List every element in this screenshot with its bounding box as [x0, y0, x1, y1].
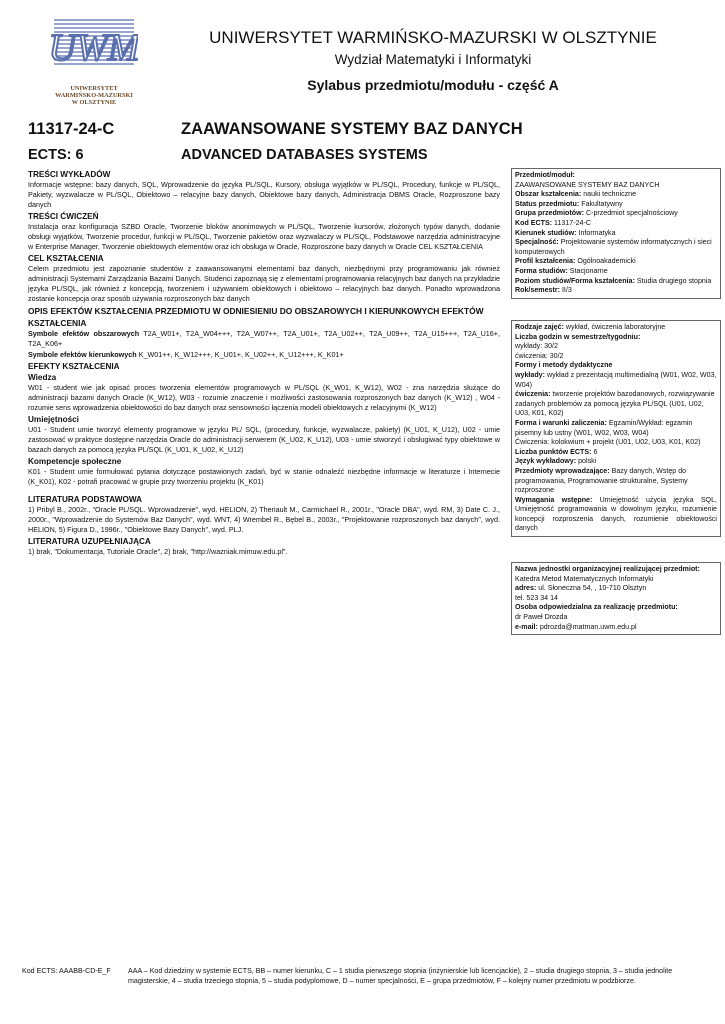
address-value: ul. Słoneczna 54, , 10-710 Olsztyn: [538, 584, 647, 593]
outcomes-heading: EFEKTY KSZTAŁCENIA: [28, 362, 120, 371]
lectures-heading: TREŚCI WYKŁADÓW: [28, 170, 111, 179]
lit-basic-heading: LITERATURA PODSTAWOWA: [28, 495, 143, 504]
ects-code-value: 11317-24-C: [554, 218, 591, 227]
goal-text: Celem przedmiotu jest zapoznanie studentów z zaawansowanymi elementami baz danych, niezbędnymi przy programowaniu jak również administracji Systemami Zarządzania Bazami Danych. Studenci zapoznają się z elementami programowania relacyjnych baz danych na przykładzie języka PL/SQL, jak również z koncepcją, tworzeniem i używaniem obiektowych i obiektowo – relacyjnych baz danych. Ponadto wprowadzona zostanie koncepcja oraz sposób używania rozproszonych baz danych: [28, 264, 500, 303]
area-value: nauki techniczne: [583, 190, 637, 199]
level-label: Poziom studiów/Forma kształcenia:: [515, 276, 635, 285]
spec-value: Projektowanie systemów informatycznych i sieci komputerowych: [515, 238, 712, 256]
uwm-logo-icon: [50, 14, 138, 76]
credit-head: Egzamin/Wykład:: [608, 418, 664, 427]
svg-text:UWM: UWM: [50, 27, 138, 69]
methods-lecture-label: wykłady:: [515, 370, 545, 379]
knowledge-heading: Wiedza: [28, 373, 57, 382]
university-logo: [50, 14, 138, 120]
knowledge-text: W01 - student wie jak opisać proces tworzenia elementów programowych w PL/SQL (K_W01, K_W12), W02 - zna narzędzia służące do administracji bazami danych Oracle (K_W12), W03 - rozumie znaczenie i możliwości zastosowania rozproszonych baz danych (K_W12) , W04 - rozumie sens wprowadzenia obiektowości do baz danych oraz sensowności łączenia modeli obiektowych z relacyjnymi (K_W12): [28, 383, 500, 412]
field-label: Kierunek studiów:: [515, 228, 577, 237]
profile-label: Profil kształcenia:: [515, 257, 576, 266]
credit-label: Forma i warunki zaliczenia:: [515, 418, 607, 427]
email-label: e-mail:: [515, 622, 538, 631]
university-name: UNIWERSYTET WARMIŃSKO-MAZURSKI W OLSZTYNIE: [209, 28, 657, 47]
field-value: Informatyka: [578, 228, 616, 237]
ects-points-value: 6: [593, 447, 598, 456]
field-symbols-values: K_W01++, K_W12+++, K_U01+, K_U02++, K_U12+++, K_K01+: [138, 350, 344, 359]
person-label: Osoba odpowiedzialna za realizację przedmiotu:: [515, 603, 678, 612]
field-symbols-label: Symbole efektów kierunkowych: [28, 350, 137, 359]
methods-exercise-label: ćwiczenia:: [515, 390, 551, 399]
requirements-value: Umiejętność użycia języka SQL, Umiejętność programowania w dowolnym języku, rozumienie koncepcji rozproszenia danych, rozumienie obiektowości danych: [515, 495, 717, 533]
exercises-text: Instalacja oraz konfiguracja SZBD Oracle, Tworzenie bloków anonimowych w PL/SQL, Tworzenie kursorów, złożonych typów danych, dodanie obsługi wyjątków, Tworzenie procedur, funkcji w PL/SQL, Tworzenie pakietów oraz wyzwalaczy w PL/SQL, Podstawowe narzędzia administracyjne w Enterprise Manager, Tworzenie obiektowych elementów oraz ich obsługa w Oracle, Rozproszone bazy danych w Oracle CEL KSZTAŁCENIA: [28, 222, 500, 251]
prereq-value: Bazy danych, Wstęp do programowania, Programowanie strukturalne, Systemy rozproszone: [515, 466, 688, 495]
unit-value: Katedra Metod Matematycznych Informatyki: [515, 574, 654, 583]
unit-info-box: [511, 562, 721, 635]
methods-exercise-value: tworzenie projektów bazodanowych, rozwiązywanie zadanych problemów za pomocą języka PL/SQL (U01, U02, U03, K01, K02): [515, 390, 715, 418]
credit-exercise-value: kolokwium + projekt (U01, U02, U03, K01, K02): [551, 438, 701, 447]
course-code: 11317-24-C: [28, 120, 115, 138]
methods-lecture-value: wykład z prezentacją multimedialną (W01, W02, W03, W04): [515, 370, 717, 389]
faculty-name: Wydział Matematyki i Informatyki: [334, 52, 532, 67]
logo-caption-2: WARMIŃSKO-MAZURSKI: [55, 92, 133, 99]
area-symbols-label: Symbole efektów obszarowych: [28, 329, 140, 338]
phone-value: tel. 523 34 14: [515, 593, 558, 602]
social-text: K01 - Student umie formułować pytania dotyczące postawionych zadań, być w stanie odnaleźć niezbędne informacje w literaturze i Internecie (K_K01), K02 - potrafi pracować w grupie przy tworzeniu projektu (K_K01): [28, 467, 500, 486]
credit-lecture: egzamin pisemny lub ustny (W01, W02, W03, W04): [515, 418, 693, 437]
ects-code-label: Kod ECTS:: [515, 218, 553, 227]
skills-text: U01 - Student umie tworzyć elementy programowe w języku PL/ SQL, (procedury, funkcje, wyzwalacze, pakiety) (K_U01, K_U12), U02 - umie zastosować w praktyce dostępne narzędzia Oracle do administracji serwerem (K_U02, K_U12), U03 - umie stworzyć i obsługiwać typy obiektowe w bazach danych za pomocą języka PL/SQL (K_U01, K_U02, K_U12): [28, 425, 500, 454]
lit-basic-text: 1) Pribyl B., 2002r., "Oracle PL/SQL. Wprowadzenie", wyd. HELION, 2) Theriault M., Carmichael R., 2001r., "Oracle DBA", wyd. RM, 3) Date C. J., 2000r., "Wprowadzenie do Systemów Baz Danych", wyd. WNT, 4) Wrembel R., Bębel B., 2003r., "Projektowanie rozproszonych baz danych", wyd. HELION, 5) Figura D., 1996r., "Obiektowe Bazy Danych", wyd. PLJ.: [28, 505, 500, 534]
course-info-box: [511, 168, 721, 299]
language-value: polski: [578, 457, 597, 466]
spec-label: Specjalność:: [515, 238, 559, 247]
requirements-label: Wymagania wstępne:: [515, 495, 593, 504]
lectures-text: Informacje wstępne: bazy danych, SQL, Wprowadzenie do języka PL/SQL, Kursory, obsługa wyjątków w PL/SQL, Procedury, funkcje w PL/SQL, Pakiety, wyzwalacze w PL/SQL, Obiektowo – relacyjne bazy danych, Obiektowe bazy danych, Administracja DBMS Oracle, Rozproszone bazy danych: [28, 180, 500, 209]
ects-points-label: Liczba punktów ECTS:: [515, 447, 592, 456]
course-title-en: ADVANCED DATABASES SYSTEMS: [181, 147, 428, 163]
course-organization-box: [511, 320, 721, 537]
area-label: Obszar kształcenia:: [515, 190, 582, 199]
area-symbols: [28, 329, 500, 349]
form-label: Forma studiów:: [515, 266, 568, 275]
email-link[interactable]: pdrozda@matman.uwm.edu.pl: [539, 622, 637, 631]
profile-value: Ogólnoakademicki: [577, 257, 636, 266]
address-label: adres:: [515, 584, 537, 593]
group-label: Grupa przedmiotów:: [515, 209, 584, 218]
subject-label: Przedmiot/moduł:: [515, 171, 575, 179]
status-label: Status przedmiotu:: [515, 199, 580, 208]
person-value: dr Paweł Drozda: [515, 612, 568, 621]
syllabus-title: Sylabus przedmiotu/modułu - część A: [307, 77, 559, 93]
field-symbols: [28, 350, 500, 360]
course-title-pl: ZAAWANSOWANE SYSTEMY BAZ DANYCH: [181, 120, 523, 138]
effects-heading: OPIS EFEKTÓW KSZTAŁCENIA PRZEDMIOTU W ODNIESIENIU DO OBSZAROWYCH I KIERUNKOWYCH EFEKTÓW KSZTAŁCENIA: [28, 306, 484, 328]
methods-label: Formy i metody dydaktyczne: [515, 361, 613, 370]
unit-label: Nazwa jednostki organizacyjnej realizującej przedmiot:: [515, 565, 700, 573]
classes-value: wykład, ćwiczenia laboratoryjne: [565, 323, 666, 331]
hours-exercise: ćwiczenia: 30/2: [515, 351, 564, 360]
year-value: II/3: [561, 286, 572, 295]
hours-lecture: wykłady: 30/2: [515, 342, 558, 351]
language-label: Język wykładowy:: [515, 457, 577, 466]
logo-caption-3: W OLSZTYNIE: [71, 99, 117, 106]
logo-caption-1: UNIWERSYTET: [70, 85, 118, 92]
skills-heading: Umiejętności: [28, 415, 79, 424]
level-value: Studia drugiego stopnia: [636, 276, 712, 285]
area-symbols-values: T2A_W01+, T2A_W04+++, T2A_W07++, T2A_U01+, T2A_U02++, T2A_U09++, T2A_U15+++, T2A_U16+, T2A_K06+: [28, 329, 500, 348]
group-value: C-przedmiot specjalnościowy: [585, 209, 678, 218]
goal-heading: CEL KSZTAŁCENIA: [28, 254, 104, 263]
status-value: Fakultatywny: [581, 199, 623, 208]
prereq-label: Przedmioty wprowadzające:: [515, 466, 610, 475]
classes-label: Rodzaje zajęć:: [515, 323, 564, 331]
ects-points: ECTS: 6: [28, 147, 84, 163]
syllabus-content: [28, 169, 500, 558]
exercises-heading: TREŚCI ĆWICZEŃ: [28, 212, 99, 221]
footer-ects-key: Kod ECTS: AAABB-CD-E_F: [22, 967, 111, 975]
subject-value: ZAAWANSOWANE SYSTEMY BAZ DANYCH: [515, 180, 660, 189]
footer-ects-description: AAA – Kod dziedziny w systemie ECTS, BB – numer kierunku, C – 1 studia pierwszego stopnia (inżynierskie lub licencjackie), 2 – studia drugiego stopnia, 3 – studia jednolite magisterskie, 4 – studia trzeciego stopnia, 5 – studia podyplomowe, D – numer specjalności, E – grupa przedmiotów, F – kolejny numer przedmiotu w podzbiorze.: [128, 967, 673, 985]
form-value: Stacjonarne: [569, 266, 608, 275]
hours-label: Liczba godzin w semestrze/tygodniu:: [515, 332, 641, 341]
lit-extra-heading: LITERATURA UZUPEŁNIAJĄCA: [28, 537, 151, 546]
social-heading: Kompetencje społeczne: [28, 457, 122, 466]
year-label: Rok/semestr:: [515, 286, 560, 295]
lit-extra-text: 1) brak, "Dokumentacja, Tutoriale Oracle", 2) brak, "http://wazniak.mimuw.edu.pl".: [28, 547, 288, 556]
credit-exercise-label: Ćwiczenia:: [515, 438, 550, 447]
